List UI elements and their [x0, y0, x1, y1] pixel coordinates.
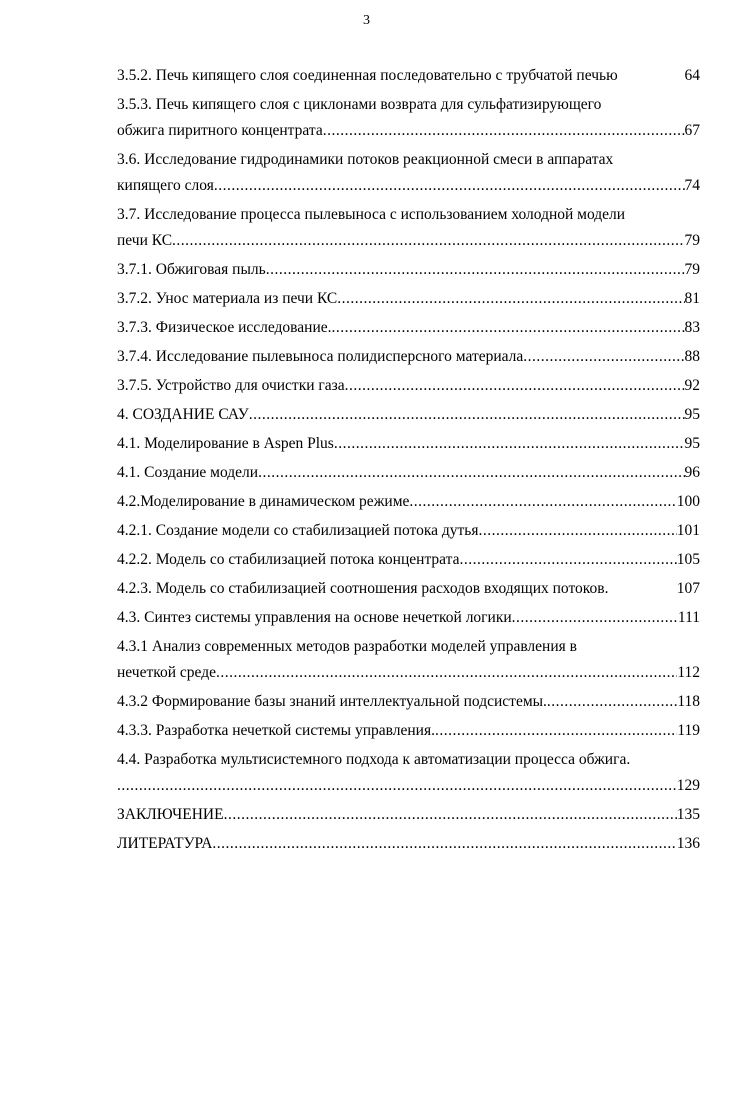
toc-entry-title: 3.7.4. Исследование пылевыноса полидисперсного материала — [117, 348, 524, 365]
toc-dot-leader — [334, 431, 685, 457]
toc-entry-row — [117, 718, 700, 744]
toc-entry-title: ЗАКЛЮЧЕНИЕ — [117, 806, 224, 823]
toc-entry-page: 112 — [677, 664, 700, 681]
toc-dot-leader — [224, 802, 677, 828]
toc-entry-row — [117, 460, 700, 486]
toc-entry-title-line: 3.6. Исследование гидродинамики потоков реакционной смеси в аппаратах — [117, 151, 614, 168]
toc-entry — [117, 315, 700, 341]
toc-entry — [117, 831, 700, 857]
toc-entry-title: 3.7.5. Устройство для очистки газа — [117, 377, 345, 394]
toc-entry-page: 111 — [677, 609, 700, 626]
toc-entry-page: 79 — [684, 261, 700, 278]
toc-entry-row — [117, 118, 700, 144]
toc-entry — [117, 718, 700, 744]
toc-entry-page: 79 — [684, 232, 700, 249]
toc-entry-title: печи КС — [117, 232, 173, 249]
toc-entry-row — [117, 315, 700, 341]
toc-entry-row — [117, 402, 700, 428]
toc-entry — [117, 489, 700, 515]
toc-entry-page: 135 — [676, 806, 700, 823]
toc-entry-page: 101 — [676, 522, 700, 539]
toc-entry-page: 81 — [684, 290, 700, 307]
toc-entry-row — [117, 373, 700, 399]
toc-entry — [117, 202, 700, 254]
toc-entry-title: 4.1. Создание модели — [117, 464, 259, 481]
toc-entry — [117, 147, 700, 199]
toc-entry-page: 118 — [677, 693, 700, 710]
toc-entry — [117, 689, 700, 715]
toc-entry — [117, 373, 700, 399]
toc-entry-page: 129 — [676, 777, 700, 794]
toc-entry-row — [117, 228, 700, 254]
toc-dot-leader — [523, 344, 684, 370]
toc-entry-page: 64 — [684, 67, 700, 84]
toc-dot-leader — [172, 228, 684, 254]
toc-dot-leader — [409, 489, 676, 515]
toc-entry-row — [117, 605, 700, 631]
toc-entry-title: 4.2.3. Модель со стабилизацией соотношения расходов входящих потоков. — [117, 580, 609, 597]
toc-entry-page: 105 — [676, 551, 700, 568]
toc-entry-title: 4.3.2 Формирование базы знаний интеллектуальной подсистемы. — [117, 693, 547, 710]
toc-entry-title: 4.2.1. Создание модели со стабилизацией потока дутья — [117, 522, 479, 539]
toc-entry-title-line: 4.4. Разработка мультисистемного подхода к автоматизации процесса обжига. — [117, 751, 631, 768]
toc-entry — [117, 344, 700, 370]
toc-dot-leader — [212, 831, 676, 857]
toc-entry-title: кипящего слоя — [117, 177, 214, 194]
toc-dot-leader — [258, 460, 684, 486]
toc-entry — [117, 634, 700, 686]
toc-entry-row — [117, 344, 700, 370]
toc-entry-page: 119 — [677, 722, 700, 739]
toc-entry-title: 3.7.2. Унос материала из печи КС — [117, 290, 338, 307]
toc-entry — [117, 802, 700, 828]
toc-entry — [117, 576, 700, 602]
toc-entry-row — [117, 286, 700, 312]
toc-entry — [117, 547, 700, 573]
toc-entry-page: 95 — [684, 435, 700, 452]
toc-entry-title: 4.3. Синтез системы управления на основе нечеткой логики — [117, 609, 512, 626]
toc-entry — [117, 63, 700, 89]
toc-entry-title-line: 3.5.3. Печь кипящего слоя с циклонами возврата для сульфатизирующего — [117, 96, 602, 113]
toc-entry-title: 3.5.2. Печь кипящего слоя соединенная последовательно с трубчатой печью — [117, 67, 618, 84]
toc-entry-page: 88 — [684, 348, 700, 365]
toc-entry-title: 4. СОЗДАНИЕ САУ — [117, 406, 249, 423]
toc-dot-leader — [512, 605, 678, 631]
toc-entry-row — [117, 802, 700, 828]
toc-dot-leader — [459, 547, 676, 573]
toc-entry — [117, 747, 700, 799]
toc-entry-row — [117, 63, 700, 89]
toc-dot-leader — [345, 373, 685, 399]
toc-entry-title: 4.2.2. Модель со стабилизацией потока концентрата — [117, 551, 460, 568]
toc-entry-title-line: 4.3.1 Анализ современных методов разработки моделей управления в — [117, 638, 577, 655]
toc-dot-leader — [214, 173, 685, 199]
toc-entry — [117, 605, 700, 631]
table-of-contents — [117, 63, 700, 857]
toc-entry-page: 95 — [684, 406, 700, 423]
toc-entry-row — [117, 773, 700, 799]
toc-entry-row — [117, 689, 700, 715]
toc-entry-page: 92 — [684, 377, 700, 394]
toc-entry-row — [117, 431, 700, 457]
toc-entry-title: нечеткой среде — [117, 664, 216, 681]
toc-entry-row — [117, 547, 700, 573]
toc-entry-title: обжига пиритного концентрата — [117, 122, 323, 139]
toc-dot-leader — [249, 402, 685, 428]
toc-entry-title: ЛИТЕРАТУРА — [117, 835, 213, 852]
toc-entry — [117, 460, 700, 486]
page-number: 3 — [363, 13, 370, 28]
toc-entry — [117, 431, 700, 457]
toc-entry-title: 4.1. Моделирование в Aspen Plus — [117, 435, 334, 452]
toc-entry-page: 74 — [684, 177, 700, 194]
toc-dot-leader — [337, 286, 684, 312]
toc-entry — [117, 518, 700, 544]
toc-entry — [117, 402, 700, 428]
toc-entry-row — [117, 576, 700, 602]
toc-dot-leader — [435, 718, 677, 744]
toc-dot-leader — [332, 315, 685, 341]
toc-entry-page: 136 — [676, 835, 700, 852]
toc-entry-row — [117, 660, 700, 686]
toc-entry — [117, 286, 700, 312]
toc-entry-row — [117, 518, 700, 544]
toc-dot-leader — [117, 773, 677, 799]
toc-entry-page: 96 — [684, 464, 700, 481]
toc-dot-leader — [266, 257, 685, 283]
toc-entry-row — [117, 489, 700, 515]
toc-entry-row — [117, 257, 700, 283]
toc-dot-leader — [478, 518, 676, 544]
toc-dot-leader — [216, 660, 677, 686]
toc-entry — [117, 92, 700, 144]
toc-entry-page: 67 — [684, 122, 700, 139]
toc-entry-title: 3.7.3. Физическое исследование. — [117, 319, 332, 336]
toc-dot-leader — [547, 689, 677, 715]
toc-entry-page: 100 — [676, 493, 700, 510]
toc-entry-title: 3.7.1. Обжиговая пыль — [117, 261, 266, 278]
toc-entry-title-line: 3.7. Исследование процесса пылевыноса с использованием холодной модели — [117, 206, 626, 223]
toc-entry-page: 107 — [676, 580, 700, 597]
toc-entry-title: 4.2.Моделирование в динамическом режиме — [117, 493, 410, 510]
toc-entry-title: 4.3.3. Разработка нечеткой системы управления. — [117, 722, 435, 739]
toc-dot-leader — [323, 118, 685, 144]
toc-entry — [117, 257, 700, 283]
toc-entry-page: 83 — [684, 319, 700, 336]
toc-entry-row — [117, 173, 700, 199]
toc-entry-row — [117, 831, 700, 857]
